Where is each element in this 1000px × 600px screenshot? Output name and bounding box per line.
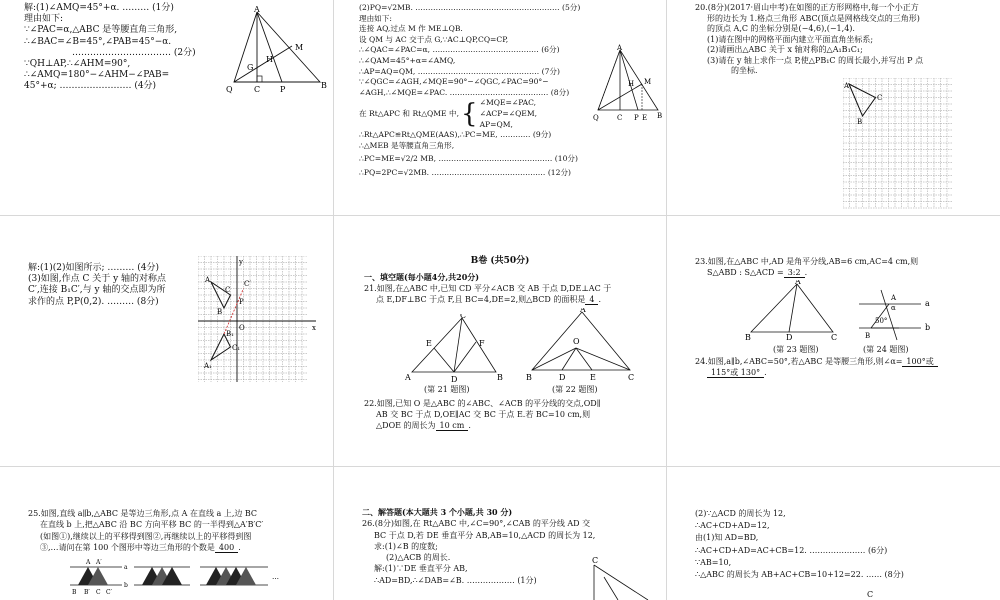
text-line: 由(1)知 AD=BD, [695,533,759,543]
solution-26-part-2 [695,508,904,581]
text-line: ∴∠QAM=45°+α=∠AMQ, [359,55,456,65]
slide-5-text: 一、填空题(每小题4分,共20分) 21.如图,在△ABC 中,已知 CD 平分∠ACB 交 AB 于点 D,DE⊥AC 于 点 E,DF⊥BC 于点 F,且 BC=4,DE=2,则△BCD 的面积是 4 . [364,272,612,304]
slide-2-solution-pq [334,0,666,215]
text-line: (2)∵△ACD 的周长为 12, [695,509,786,518]
answer-blank: 100°或 [902,357,937,367]
text-line: (2)PQ=√2MB. ………………………………………………… (5分) [359,3,581,12]
point-label: E [642,114,648,122]
slide-1-solution-amq [0,0,333,215]
slide-8-question-26 [334,467,666,600]
point-label: E [426,339,432,348]
point-label: B [217,308,223,316]
answer-blank: 115°或 130° [707,368,764,378]
answer-blank: 3:2 [784,268,805,278]
point-label: H [266,55,273,64]
text-line: 解:(1)(2)如图所示; ……… (4分) [28,263,160,273]
text-line: AB 交 BC 于点 D,OE∥AC 交 BC 于点 E.若 BC=10 cm,则 [376,410,591,419]
angle-label: 50° [875,317,888,325]
text-line: 连接 AQ,过点 M 作 ME⊥QB. [359,24,463,34]
ellipsis: … [272,573,279,581]
text-line: BC 于点 D,若 DE 垂直平分 AB,AB=10,△ACD 的周长为 12, [374,530,596,540]
point-label: P [280,85,286,94]
point-label: A [844,82,850,90]
text-line: ∴AP=AQ=QM, ………………………………………… (7分) [359,66,560,76]
text-line: 解:(1)∠AMQ=45°+α. ……… (1分) [24,3,174,13]
text-line: AP=QM, [479,119,513,129]
brace-symbol: { [461,99,478,130]
point-label: C₁ [232,344,241,352]
point-label: D [786,333,793,340]
section-heading: 二、解答题(本大题共 3 个小题,共 30 分) [362,507,513,517]
point-label: A′ [96,559,102,566]
point-label: A [254,5,260,14]
slide-9-solution-26 [667,467,1000,600]
slide-1-text [24,3,196,93]
text-line: ∠MQE=∠PAC, [479,98,537,108]
text-line: 25.如图,直线 a∥b,△ABC 是等边三角形,点 A 在直线 a 上,边 BC [28,509,258,518]
axis-label: y [239,258,243,266]
point-label: B [865,332,871,340]
slide-7-question-25 [0,467,333,600]
point-label: D [451,375,458,384]
answer-blank: 10 cm [436,421,469,431]
figure-caption: (第 22 题图) [552,385,598,394]
point-label: B [526,373,532,382]
figure-caption: (第 21 题图) [424,385,470,394]
point-label: H [628,80,635,88]
figure-3 [200,567,279,585]
text-line: ∴PQ=2PC=√2MB. ……………………………………… (12分) [359,167,571,177]
point-label: B [857,118,863,126]
point-label: C′ [244,280,251,288]
text-line: 理由如下: [359,13,392,23]
text-line: ③,…请问在第 100 个图形中等边三角形的个数是 [40,542,215,552]
text-line: 理由如下: [24,14,64,25]
point-label: A₁ [204,362,212,370]
text-line: ∴AC+CD+AD=AC+CB=12. ………………… (6分) [695,545,888,555]
section-title: B卷 (共50分) [470,256,530,266]
slide-4-text [28,263,166,308]
triangle-figure [592,44,664,122]
text-line: 设 QM 与 AC 交于点 G,∵AC⊥QP,CQ=CP, [359,34,509,44]
point-label: A [405,373,411,382]
question-26 [362,507,595,586]
point-label: C [628,373,635,382]
question-24: 24.如图,a∥b,∠ABC=50°,若△ABC 是等腰三角形,则∠α= 100°或 115°或 130° . [695,356,938,378]
point-label: C′ [106,589,112,596]
point-label: A [580,308,586,314]
text-line: ∴∠QAC=∠PAC=α, …………………………………… (6分) [359,45,560,55]
point-label: B [72,589,77,596]
square-grid [843,78,955,210]
text-line: ∴△MEB 是等腰直角三角形, [359,140,455,150]
text-line: 点 E,DF⊥BC 于点 F,且 BC=4,DE=2,则△BCD 的面积是 [376,295,586,304]
point-label: B [745,333,751,340]
text-line: 23.如图,在△ABC 中,AD 是角平分线,AB=6 cm,AC=4 cm,则 [695,257,919,266]
text-line: C′,连接 B₁C′,与 y 轴的交点即为所 [28,285,166,296]
point-label: B′ [84,589,90,596]
figure-26 [578,555,658,600]
point-label: Q [593,114,599,122]
point-label: M [644,78,652,86]
point-label: A [205,276,211,284]
text-line: ∴∠BAC=∠B=45°,∠PAB=45°−α. [24,36,172,47]
point-label: F [479,339,485,348]
point-label: M [295,43,304,52]
origin-label: O [239,324,245,332]
line-label: a [124,564,128,571]
text-line: 24.如图,a∥b,∠ABC=50°,若△ABC 是等腰三角形,则∠α= [695,357,903,366]
text-line: (3)请在 y 轴上求作一点 P,使△PB₁C 的周长最小,并写出 P 点 [707,55,924,65]
figure-24 [855,286,935,342]
text-line: 20.(8分)(2017·眉山中考)在如图的正方形网格中,每一个小正方 [695,3,919,12]
point-label: C [617,114,623,122]
text-line: ∵QH⊥AP,∴∠AHM=90°, [24,59,131,70]
figure-caption: (第 23 题图) [773,345,819,354]
question-25: 25.如图,直线 a∥b,△ABC 是等边三角形,点 A 在直线 a 上,边 BC 在直线 b 上,把△ABC 沿 BC 方向平移 BC 的一半得到△A′B′C′ (如图①),继续以上的平移得到图②,再继续以上的平移得到图 ③,…请问在第 100 个图形中等边三角形的个数是 400 . [28,509,264,552]
point-label: Q [226,85,233,94]
point-label: C [254,85,261,94]
text-line: 求作的点 P,P(0,2). ……… (8分) [28,296,159,307]
answer-blank: 4 [585,295,598,305]
text-line: 的顶点 A,C 的坐标分别是(−4,6),(−1,4). [707,24,855,33]
text-line: △DOE 的周长为 [376,421,436,430]
text-line: ∴Rt△APC≌Rt△QME(AAS),∴PC=ME, ………… (9分) [359,130,552,140]
point-label: C [460,314,467,320]
line-label: b [124,582,128,589]
text-line: 在 Rt△APC 和 Rt△QME 中, [359,108,460,118]
text-line: 45°+α; …………………… (4分) [24,81,157,92]
text-line: 22.如图,已知 O 是△ABC 的∠ABC、∠ACB 的平分线的交点,OD∥ [364,399,601,408]
point-label: C [831,333,838,340]
brace-content [480,98,537,130]
text-line: (1)请在图中的网格平面内建立平面直角坐标系; [707,34,874,44]
axis-label: x [312,324,316,332]
text-line: 21.如图,在△ABC 中,已知 CD 平分∠ACB 交 AB 于点 D,DE⊥AC 于 [364,284,612,293]
text-line: ∴AD=BD,∴∠DAB=∠B. ……………… (1分) [374,575,537,585]
point-label: C [877,94,883,102]
point-label: E [590,373,596,382]
text-line: (如图①),继续以上的平移得到图②,再继续以上的平移得到图 [40,531,252,541]
text-line: 在直线 b 上,把△ABC 沿 BC 方向平移 BC 的一半得到△A′B′C′ [40,520,264,530]
question-23: 23.如图,在△ABC 中,AD 是角平分线,AB=6 cm,AC=4 cm,则 S△ABD : S△ACD = 3:2 . [695,257,919,277]
text-line: ∠AGH,∴∠MQE=∠PAC. ………………………………… (8分) [359,87,570,97]
figure-caption: (第 24 题图) [863,345,909,354]
line-label: a [925,299,930,308]
point-label: A [891,294,897,302]
text-line: 形的边长为 1.格点三角形 ABC(顶点是网格线交点的三角形) [707,13,920,23]
figure-23 [745,280,841,340]
point-label: B [657,112,663,120]
answer-blank: 400 [215,543,238,553]
slide-5-b-paper-fill-blank [334,216,666,466]
brace-block [359,98,580,130]
figure-22 [526,308,636,384]
text-line: ∴△ABC 的周长为 AB+AC+CB=10+12=22. …… (8分) [695,570,904,580]
text-line: ∴AC+CD+AD=12, [695,521,770,531]
point-label: B [497,373,503,382]
point-label: P [239,298,244,306]
figure-2 [134,567,190,585]
text-line: 解:(1)∵DE 垂直平分 AB, [374,564,468,574]
point-label: C [96,589,101,596]
coordinate-grid [198,256,320,384]
figure-1 [70,559,128,596]
question-22: 22.如图,已知 O 是△ABC 的∠ABC、∠ACB 的平分线的交点,OD∥ AB 交 BC 于点 D,OE∥AC 交 BC 于点 E.若 BC=10 cm,则 △DOE 的周长为 10 cm . [364,399,601,430]
text-line: ∵∠PAC=α,△ABC 是等腰直角三角形, [24,25,178,36]
text-line: S△ABD : S△ACD = [707,268,784,277]
slide-3-text [695,3,923,77]
point-label: D [559,373,566,382]
text-line: 求:(1)∠B 的度数; [374,541,438,551]
text-line: (2)△ACB 的周长. [386,553,451,563]
text-line: ∵∠QGC=∠AGH,∠MQE=90°−∠QGC,∠PAC=90°− [359,77,549,87]
line-label: b [925,323,931,332]
point-label: B₁ [226,330,234,338]
point-label: B [321,81,327,90]
point-label: A [86,559,91,566]
slide-4-solution-20 [0,216,333,466]
point-label: P [634,114,639,122]
text-line: (2)请画出△ABC 关于 x 轴对称的△A₁B₁C₁; [707,45,863,54]
section-heading: 一、填空题(每小题4分,共20分) [364,272,480,282]
text-line: ∵AB=10, [695,557,732,567]
point-label: G [247,63,254,72]
slide-2-text [359,3,580,179]
slide-6-questions-23-24 [667,216,1000,466]
point-label: C [225,286,231,294]
text-line: ∴PC=ME=√2/2 MB, ……………………………………… (10分) [359,154,578,164]
text-line: ∴∠AMQ=180°−∠AHM−∠PAB= [24,70,170,81]
translation-figures [68,557,288,599]
figure-21 [404,314,504,384]
point-label: C [867,590,874,599]
text-line: (3)如图,作点 C 关于 y 轴的对称点 [28,274,167,285]
slide-3-question-20 [667,0,1000,215]
point-label: C [592,556,599,565]
text-line: 26.(8分)如图,在 Rt△ABC 中,∠C=90°,∠CAB 的平分线 AD 交 [362,519,591,529]
triangle-figure [222,4,330,94]
angle-label: α [891,304,896,312]
text-line: 的坐标. [731,66,758,75]
text-line: …………………………… (2分) [72,47,196,58]
point-label: A [795,280,801,286]
point-label: A [617,44,623,52]
point-label: O [573,337,580,346]
text-line: ∠ACP=∠QEM, [479,108,538,118]
